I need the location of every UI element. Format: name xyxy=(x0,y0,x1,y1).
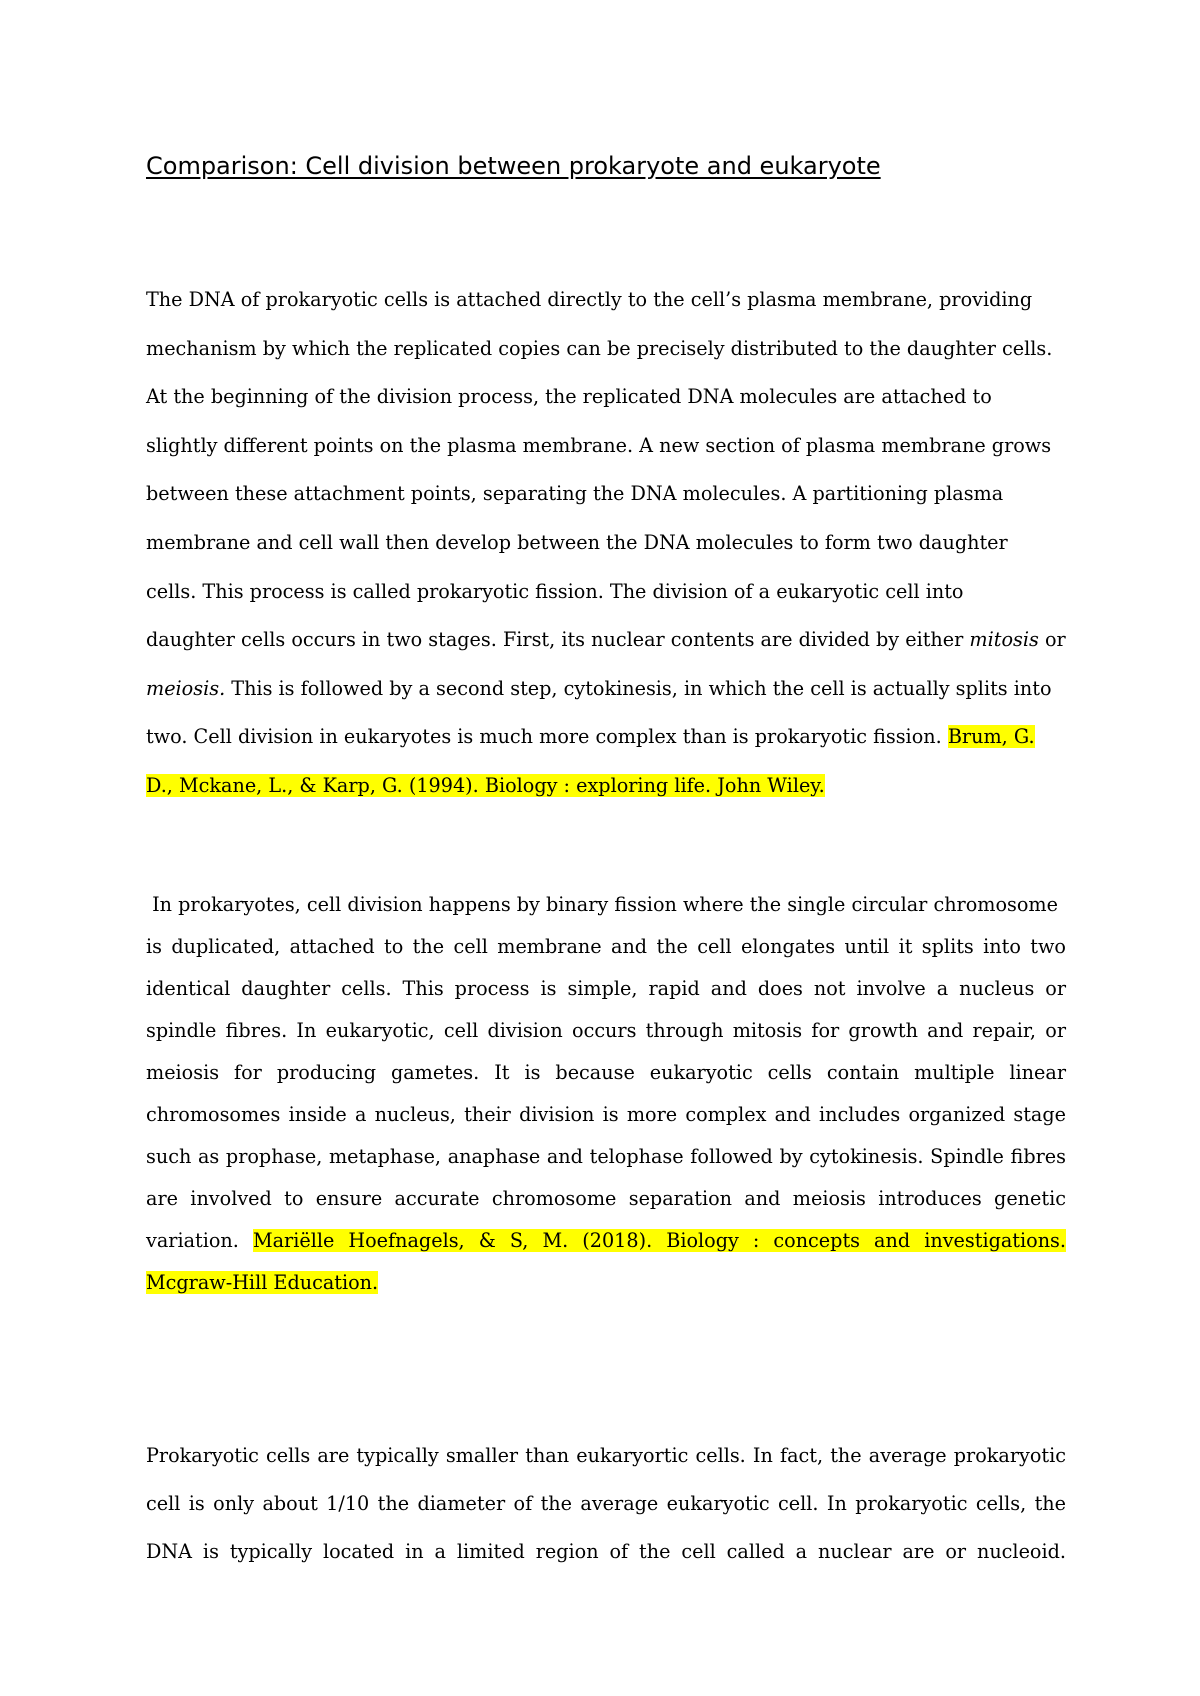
text-line xyxy=(146,713,1066,762)
text-line xyxy=(146,616,1066,665)
highlighted-citation: Brum, G. xyxy=(947,725,1035,749)
highlighted-citation: Mariëlle Hoefnagels, & S, M. (2018). Biology : concepts and investigations. xyxy=(252,1229,1067,1252)
text-segment: This is followed by a second step, cytokinesis, in which the cell is actually splits into xyxy=(225,676,1052,700)
highlighted-citation: Mcgraw-Hill Education. xyxy=(146,1271,379,1294)
text-segment: daughter cells occurs in two stages. First, its nuclear contents are divided by either xyxy=(146,628,970,652)
text-line: membrane and cell wall then develop between the DNA molecules to form two daughter xyxy=(146,530,1008,554)
text-line xyxy=(146,1220,1066,1262)
text-segment: or xyxy=(1038,628,1066,652)
text-segment: variation. xyxy=(146,1229,253,1252)
text-line: mechanism by which the replicated copies can be precisely distributed to the daughter cells. xyxy=(146,336,1053,360)
paragraph-cell-division-dna xyxy=(146,276,1066,811)
paragraph-binary-fission xyxy=(146,884,1066,1304)
text-line: Prokaryotic cells are typically smaller than eukaryortic cells. In fact, the average prokaryotic xyxy=(146,1444,1066,1467)
document-title: Comparison: Cell division between prokaryote and eukaryote xyxy=(146,152,881,180)
text-line: The DNA of prokaryotic cells is attached directly to the cell’s plasma membrane, providing xyxy=(146,288,1033,311)
text-line: In prokaryotes, cell division happens by binary fission where the single circular chromosome xyxy=(146,893,1058,916)
text-line: spindle fibres. In eukaryotic, cell division occurs through mitosis for growth and repair, or xyxy=(146,1019,1066,1042)
text-line: DNA is typically located in a limited region of the cell called a nuclear are or nucleoid. xyxy=(146,1540,1066,1563)
text-line xyxy=(146,665,1066,714)
paragraph-cell-size xyxy=(146,1432,1066,1576)
text-line: such as prophase, metaphase, anaphase and telophase followed by cytokinesis. Spindle fibres xyxy=(146,1145,1066,1168)
text-line: chromosomes inside a nucleus, their division is more complex and includes organized stage xyxy=(146,1103,1066,1126)
text-line: At the beginning of the division process, the replicated DNA molecules are attached to xyxy=(146,385,992,409)
text-line: are involved to ensure accurate chromosome separation and meiosis introduces genetic xyxy=(146,1187,1066,1210)
text-line: cell is only about 1/10 the diameter of the average eukaryotic cell. In prokaryotic cells, the xyxy=(146,1492,1066,1515)
text-line xyxy=(146,762,1066,811)
text-line: cells. This process is called prokaryotic fission. The division of a eukaryotic cell into xyxy=(146,579,964,603)
highlighted-citation: D., Mckane, L., & Karp, G. (1994). Biology : exploring life. John Wiley. xyxy=(146,773,825,797)
text-segment: two. Cell division in eukaryotes is much more complex than is prokaryotic fission. xyxy=(146,725,948,749)
text-line xyxy=(146,1262,1066,1304)
text-line: identical daughter cells. This process is simple, rapid and does not involve a nucleus or xyxy=(146,977,1066,1000)
text-line: meiosis for producing gametes. It is because eukaryotic cells contain multiple linear xyxy=(146,1061,1066,1084)
text-line: slightly different points on the plasma membrane. A new section of plasma membrane grows xyxy=(146,433,1052,457)
italic-term-meiosis: meiosis. xyxy=(146,676,226,700)
italic-term-mitosis: mitosis xyxy=(969,628,1039,652)
text-line: is duplicated, attached to the cell membrane and the cell elongates until it splits into two xyxy=(146,935,1066,958)
text-line: between these attachment points, separating the DNA molecules. A partitioning plasma xyxy=(146,482,1004,506)
